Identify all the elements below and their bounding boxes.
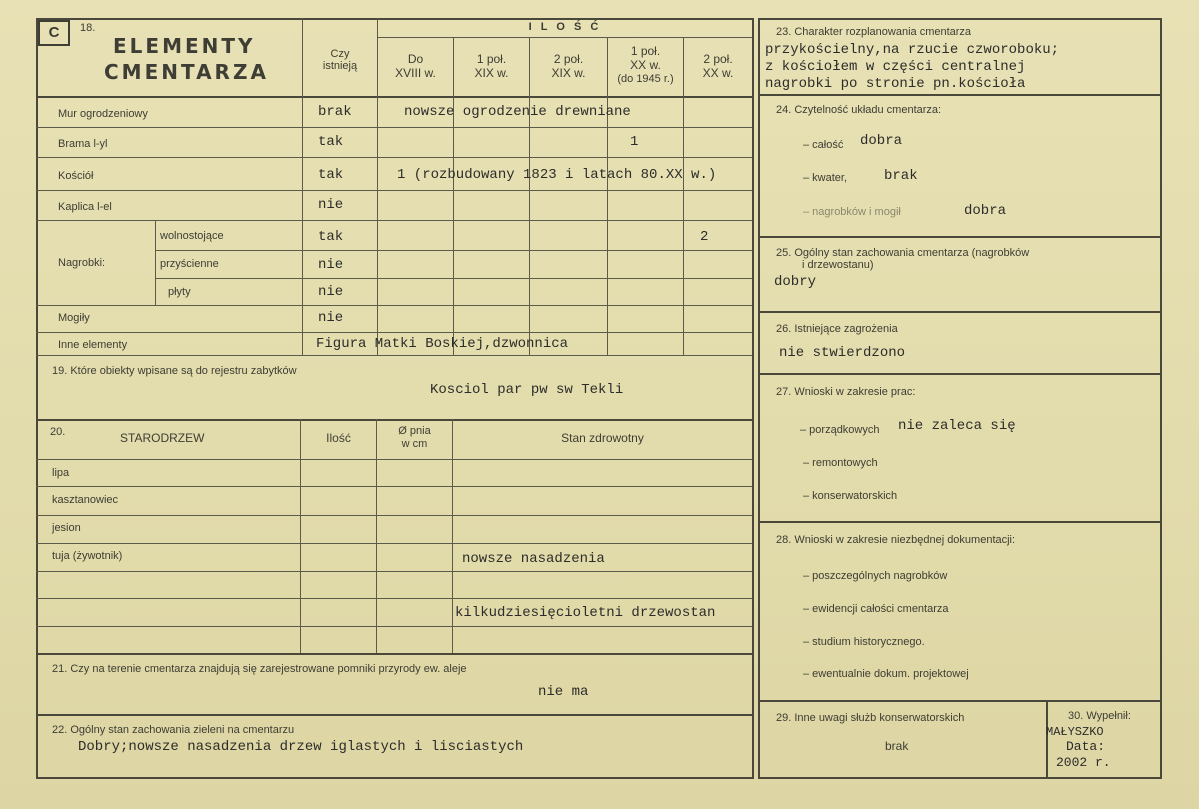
row-value-wall: brak — [318, 104, 352, 120]
s29-label: 29. Inne uwagi służb konserwatorskich — [776, 712, 965, 724]
col-19b-1: 2 poł. — [553, 52, 584, 66]
tree-note-2: kilkudziesięcioletni drzewostan — [455, 605, 716, 621]
col-19a-1: 1 poł. — [476, 52, 507, 66]
col-20a-2: XX w. — [630, 58, 661, 72]
row-label-church: Kościół — [58, 170, 94, 182]
row-note-church: 1 (rozbudowany 1823 i latach 80.XX w.) — [397, 167, 717, 183]
s28-item-a: – poszczególnych nagrobków — [803, 570, 948, 582]
row-label-other: Inne elementy — [58, 339, 128, 351]
s21-label: 21. Czy na terenie cmentarza znajdują się zarejestrowane pomniki przyrody ew. aleje — [52, 663, 467, 675]
s24-item-c: – nagrobków i mogił — [803, 206, 901, 218]
s26-value: nie stwierdzono — [779, 345, 906, 361]
s24-item-b: – kwater, — [803, 172, 848, 184]
s20-trunk-header-1: Ø pnia — [398, 425, 431, 437]
s20-title: STARODRZEW — [120, 431, 205, 445]
s28-item-b: – ewidencji całości cmentarza — [803, 603, 949, 615]
s30-label: 30. Wypełnił: — [1068, 710, 1131, 722]
row-label-gate: Brama l-yl — [58, 138, 108, 150]
tree-row: kasztanowiec — [52, 494, 119, 506]
s20-count-header: Ilość — [326, 431, 351, 445]
row-label-graves: Mogiły — [58, 312, 90, 324]
col-20b-1: 2 poł. — [703, 52, 733, 66]
s27-item-a: – porządkowych — [800, 424, 880, 436]
col-20a-3: (do 1945 r.) — [617, 73, 674, 85]
col-19a-2: XIX w. — [474, 66, 509, 80]
s19-label: 19. Które obiekty wpisane są do rejestru zabytków — [52, 365, 297, 377]
s24-item-c-value: dobra — [964, 203, 1007, 219]
s27-item-a-value: nie zaleca się — [898, 418, 1016, 434]
s19-value: Kosciol par pw sw Tekli — [430, 382, 624, 398]
row-count-gate: 1 — [630, 134, 639, 150]
tree-row: jesion — [52, 522, 81, 534]
row-value-other: Figura Matki Boskiej,dzwonnica — [316, 336, 569, 352]
s27-label: 27. Wnioski w zakresie prac: — [776, 386, 916, 398]
s29-value: brak — [885, 739, 909, 753]
col-18c-1: Do — [407, 52, 424, 66]
quantity-header: I L O Ś Ć — [528, 21, 602, 33]
row-value-graves: nie — [318, 310, 344, 326]
s20-number: 20. — [50, 426, 66, 438]
s23-line-2: z kościołem w części centralnej — [765, 59, 1026, 75]
col-20a-1: 1 poł. — [630, 44, 661, 58]
s22-label: 22. Ogólny stan zachowania zieleni na cmentarzu — [52, 724, 295, 736]
row-label-slabs: płyty — [168, 286, 191, 298]
s28-item-d: – ewentualnie dokum. projektowej — [803, 668, 969, 680]
s22-value: Dobry;nowsze nasadzenia drzew iglastych i lisciastych — [78, 739, 524, 755]
s28-label: 28. Wnioski w zakresie niezbędnej dokumentacji: — [776, 534, 1016, 546]
row-value-freestanding: tak — [318, 229, 344, 245]
row-label-wall-mounted: przyścienne — [160, 258, 219, 270]
s30-name: MAŁYSZKO — [1046, 725, 1104, 739]
s21-value: nie ma — [538, 684, 589, 700]
row-label-chapel: Kaplica l-el — [58, 201, 112, 213]
tree-row: lipa — [52, 467, 70, 479]
row-label-freestanding: wolnostojące — [160, 230, 224, 242]
tree-row: tuja (żywotnik) — [52, 550, 123, 562]
title-line-2: CMENTARZA — [104, 60, 269, 84]
s30-year: 2002 r. — [1056, 755, 1111, 770]
s24-label: 24. Czytelność układu cmentarza: — [776, 104, 942, 116]
row-value-church: tak — [318, 167, 344, 183]
row-label-wall: Mur ogrodzeniowy — [58, 108, 148, 120]
row-note-wall: nowsze ogrodzenie drewniane — [404, 104, 631, 120]
row-count-freestanding: 2 — [700, 229, 709, 245]
row-value-chapel: nie — [318, 197, 344, 213]
s24-item-b-value: brak — [884, 168, 918, 184]
row-label-tombs: Nagrobki: — [58, 257, 106, 269]
card-letter-box: C — [38, 20, 70, 46]
s20-health-header: Stan zdrowotny — [561, 431, 644, 445]
s30-date-label: Data: — [1066, 739, 1106, 754]
exists-header-2: istnieją — [322, 60, 358, 72]
s25-value: dobry — [774, 274, 817, 290]
s24-item-a: – całość — [803, 139, 844, 151]
s24-item-a-value: dobra — [860, 133, 903, 149]
col-19b-2: XIX w. — [551, 66, 586, 80]
s27-item-c: – konserwatorskich — [803, 490, 898, 502]
s26-label: 26. Istniejące zagrożenia — [776, 323, 898, 335]
field-number-18: 18. — [80, 22, 96, 34]
title-line-1: ELEMENTY — [113, 34, 256, 58]
row-value-wall-mounted: nie — [318, 257, 344, 273]
row-value-gate: tak — [318, 134, 344, 150]
exists-header-1: Czy — [330, 48, 350, 60]
col-20b-2: XX w. — [702, 66, 734, 80]
s25-label-2: i drzewostanu) — [802, 259, 874, 271]
s25-label-1: 25. Ogólny stan zachowania cmentarza (nagrobków — [776, 247, 1030, 259]
col-18c-2: XVIII w. — [395, 66, 436, 80]
s20-trunk-header-2: w cm — [401, 438, 428, 450]
s28-item-c: – studium historycznego. — [803, 636, 925, 648]
s27-item-b: – remontowych — [803, 457, 878, 469]
s23-line-3: nagrobki po stronie pn.kościoła — [765, 76, 1026, 92]
row-value-slabs: nie — [318, 284, 344, 300]
s23-line-1: przykościelny,na rzucie czworoboku; — [765, 42, 1060, 58]
tree-note-1: nowsze nasadzenia — [462, 551, 605, 567]
s23-label: 23. Charakter rozplanowania cmentarza — [776, 26, 972, 38]
